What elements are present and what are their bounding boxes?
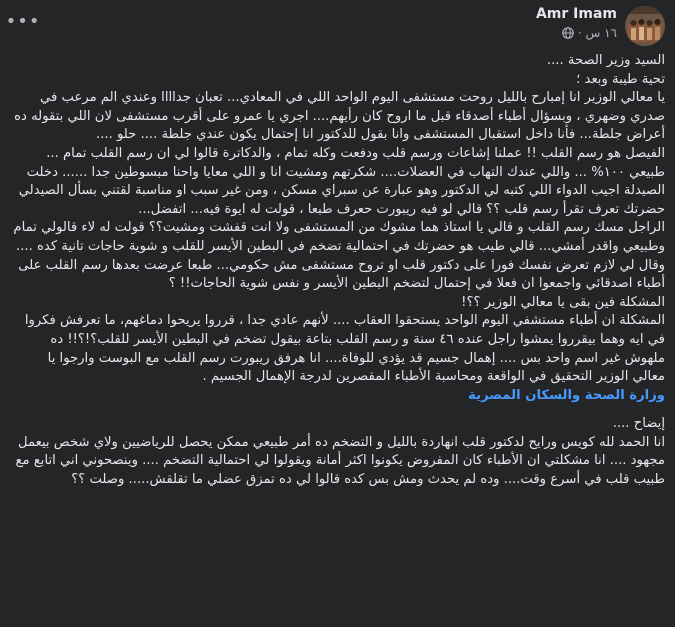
note-line: إيضاح ....: [612, 416, 665, 432]
globe-icon: [562, 27, 574, 39]
more-options-icon[interactable]: •••: [5, 10, 41, 32]
post-line: تحية طيبة وبعد ؛: [576, 71, 665, 87]
meta-separator: ·: [577, 26, 582, 40]
post-body: [12, 52, 665, 490]
paragraph-gap: [12, 405, 665, 415]
post-line: المشكلة ان أطباء مستشفي اليوم الواحد يستحقوا العقاب .... لأنهم عادي جدا ، قرروا يريحوا دماغهم، ما تعرفش فكروا في ايه وهما بيقرروا يمشوا راجل عنده ٤٦ سنة و رسم القلب بتاعة بيقول تضخم في البطين الأيسر للقلب؟!؟!! ده ملهوش غير اسم واحد بس .... إهمال جسيم قد يؤدي للوفاة.... انا هرفق ريبورت رسم القلب مع البوست وارجوا يا معالي الوزير التحقيق في الواقعة ومحاسبة الأطباء المقصرين لدرجة الإهمال الجسيم .: [24, 313, 665, 385]
post-line: الراجل مسك رسم القلب و قالي يا استاذ هما مشوك من المستشفى ولا انت قفشت ومشيت؟؟ قولت له لاء قالولي تمام وطبيعي واقدر أمشي... قالي طيب هو حضرتك في احتمالية تضخم في البطين الأيسر للقلب و شوية حاجات تانية كده .... وقال لي لازم تعرض نفسك فورا على دكتور قلب او تروح مستشفى مش حكومي... طبعا عرضت بعدها رسم القلب على أطباء اصدقائي واجمعوا ان فعلا في إحتمال لتضخم البطين الأيسر و نفس شوية الحاجات!! ؟: [13, 220, 665, 292]
avatar[interactable]: [625, 6, 665, 46]
post-meta: [562, 26, 617, 40]
mentioned-page-link[interactable]: وزارة الصحة والسكان المصرية: [468, 387, 665, 403]
post-line: السيد وزير الصحة ....: [546, 53, 665, 68]
note-line: انا الحمد لله كويس ورايح لدكتور قلب انهاردة بالليل و التضخم ده أمر طبيعي ممكن يحصل للرياضيين ولاي شخص بيعمل مجهود .... انا مشكلتي ان الأطباء كان المفروض يكونوا اكثر أمانة ويقولوا لي احتمالية التضخم .... وينصحوني اني اتابع مع طبيب قلب في أسرع وقت.... وده لم يحدث ومش بس كده قالوا لي ده تمزق عضلي ما تقلقش..... وصلت ؟؟: [15, 434, 665, 488]
post-line: يا معالي الوزير انا إمبارح بالليل روحت مستشفى اليوم الواحد اللي في المعادي... تعبان جداااا وعندي الم مرعب في صدري وضهري ، وبسؤال أطباء أصدقاء قبل ما اروح كان رأيهم.... اجري يا عمرو على أقرب مستشفى لان اللي بتقوله ده أعراض جلطة... فأنا داخل استقبال المستشفى وانا بقول للدكتور انا إحتمال يكون عندي جلطة .... حلو ....: [14, 90, 665, 143]
post-line: الفيصل هو رسم القلب !! عملنا إشاعات ورسم قلب ودفعت وكله تمام ، والدكاترة قالوا لي ان رسم القلب تمام ... طبيعي ١٠٠% ... واللي عندك التهاب في العضلات.... شكرتهم ومشيت انا و اللي معايا واحنا مبسوطين جدا ...... دخلت الصيدلة اجيب الدواء اللي كتبه لي الدكتور وهو عبارة عن سبراي مسكن ، ومن غير سبب او مناسبة لقتني بسأل الصيدلي حضرتك تعرف تقرأ رسم قلب ؟؟ قالي لو فيه ريبورت حعرف طبعا ، قولت له ايوة فيه... اتفضل...: [18, 145, 665, 217]
author-name[interactable]: Amr Imam: [535, 6, 617, 22]
post-time[interactable]: ١٦ س: [585, 26, 617, 40]
post-header: [0, 0, 675, 52]
post-line: المشكلة فين بقى يا معالي الوزير ؟؟!: [461, 294, 665, 310]
